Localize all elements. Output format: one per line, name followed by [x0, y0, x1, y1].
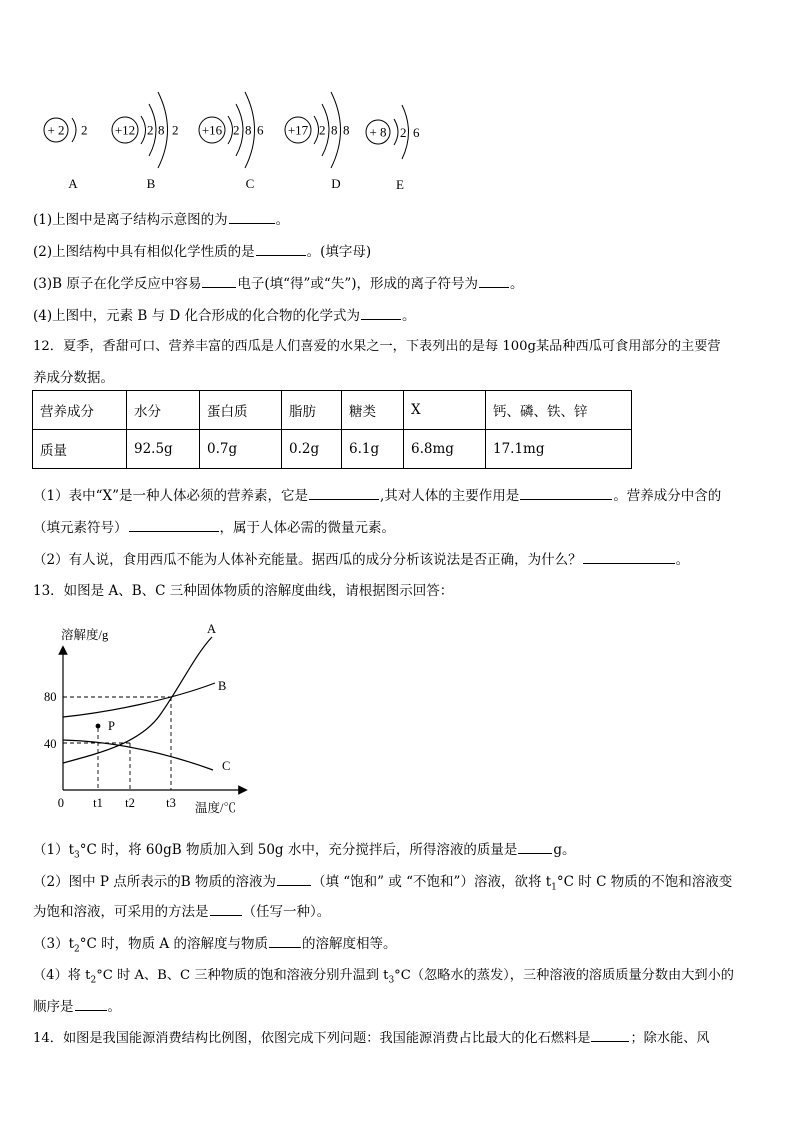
q13-item-4 — [33, 964, 734, 986]
point-p-marker — [96, 724, 101, 729]
q13-item-3 — [33, 932, 396, 955]
shell-electrons: 8 — [245, 122, 252, 138]
q13-item-2-text: （2）图中 P 点所表示的B 物质的溶液为 — [33, 874, 276, 890]
answer-blank[interactable] — [256, 254, 306, 256]
table-cell: 水分 — [127, 391, 200, 430]
x-axis-label: 温度/℃ — [195, 801, 236, 815]
answer-blank[interactable] — [269, 946, 301, 948]
q12-item-2-text: （2）有人说，食用西瓜不能为人体补充能量。据西瓜的成分分析该说法是否正确，为什么？ — [33, 552, 582, 568]
q13-item-1-text: （1）t — [33, 842, 75, 858]
q12-item-1-end: 。营养成分中含的 — [613, 488, 722, 504]
shell-electrons: 8 — [343, 122, 350, 138]
q11-item-3-mid: 电子(填“得”或“失”)，形成的离子符号为 — [237, 276, 478, 292]
x-tick-label: t1 — [93, 796, 103, 810]
q13-item-2-mid: （填 “饱和” 或 “不饱和”）溶液，欲将 t — [311, 874, 552, 890]
atom-diagram-c — [199, 92, 264, 191]
nucleus-charge: +12 — [114, 122, 136, 138]
curve-a — [63, 637, 212, 763]
nucleus-charge: + 8 — [369, 124, 387, 140]
subscript: 3 — [388, 975, 395, 986]
shell-electrons: 8 — [331, 122, 338, 138]
q11-item-4-end: 。 — [402, 308, 416, 324]
q11-item-4 — [33, 304, 416, 324]
subscript: 2 — [90, 975, 97, 986]
q13-item-2d-text: 为饱和溶液，可采用的方法是 — [33, 904, 209, 920]
q11-item-1-text: (1)上图中是离子结构示意图的为 — [33, 212, 228, 228]
answer-blank[interactable] — [591, 1040, 629, 1042]
q13-item-1-end: g。 — [553, 842, 576, 858]
q11-item-2 — [33, 240, 371, 260]
shell-electrons: 6 — [257, 122, 264, 138]
atom-diagram-a — [44, 118, 88, 191]
y-axis-label: 溶解度/g — [61, 628, 109, 642]
shell-electrons: 2 — [400, 125, 407, 140]
table-cell: 92.5g — [127, 430, 200, 469]
atom-diagram-d — [285, 92, 350, 191]
q14-text-end: ；除水能、风 — [630, 1031, 710, 1046]
curve-label-b: B — [218, 679, 227, 693]
solubility-chart — [30, 615, 260, 820]
q13-item-1-mid: °C 时，将 60gB 物质加入到 50g 水中，充分搅拌后，所得溶液的质量是 — [79, 842, 518, 858]
q12-item-1-mid: ,其对人体的主要作用是 — [380, 488, 520, 504]
atom-diagram-b — [112, 92, 179, 191]
q12-item-2 — [33, 548, 689, 568]
q12-intro-line-2: 养成分数据。 — [33, 370, 114, 386]
answer-blank[interactable] — [518, 852, 552, 854]
answer-blank[interactable] — [210, 914, 242, 916]
q12-item-1-text: （1）表中“X”是一种人体必须的营养素，它是 — [33, 488, 309, 504]
atom-label: A — [68, 176, 78, 191]
q11-item-2-text: (2)上图结构中具有相似化学性质的是 — [33, 244, 255, 260]
q12-intro-line-1: 12．夏季，香甜可口、营养丰富的西瓜是人们喜爱的水果之一，下表列出的是每 100g某品种西瓜可食用部分的主要营 — [33, 339, 721, 354]
table-cell: 6.8mg — [404, 430, 486, 469]
atom-label: C — [245, 176, 255, 191]
q12-item-1-cont — [33, 516, 395, 536]
q11-item-2-end: 。(填字母) — [306, 244, 372, 260]
table-cell: 0.7g — [200, 430, 282, 469]
table-cell: 糖类 — [342, 391, 404, 430]
q13-item-4-end: °C（忽略水的蒸发），三种溶液的溶质质量分数由大到小的 — [394, 968, 734, 983]
table-header-row — [33, 391, 632, 430]
q14-line-1 — [33, 1027, 710, 1046]
q13-item-4-text: （4）将 t — [33, 968, 91, 983]
shell-electrons: 2 — [147, 122, 154, 138]
q12-item-1d-text: （填元素符号） — [33, 520, 128, 536]
q13-item-3-mid: °C 时，物质 A 的溶解度与物质 — [79, 936, 268, 952]
atom-label: D — [331, 176, 341, 191]
shell-electrons: 2 — [319, 122, 326, 138]
x-tick-label: t3 — [166, 796, 176, 810]
guide-lines — [63, 697, 171, 790]
table-cell: 17.1mg — [486, 430, 632, 469]
y-tick-label: 40 — [44, 737, 57, 751]
curve-label-c: C — [222, 759, 231, 773]
q13-item-4-mid: °C 时 A、B、C 三种物质的饱和溶液分别升温到 t — [96, 968, 389, 983]
q13-item-2-cont — [33, 900, 330, 920]
origin-label: 0 — [57, 796, 64, 810]
shell-electrons: 6 — [413, 125, 420, 140]
q13-item-3-end: 的溶解度相等。 — [301, 936, 397, 952]
answer-blank[interactable] — [520, 498, 612, 500]
q11-item-4-text: (4)上图中，元素 B 与 D 化合形成的化合物的化学式为 — [33, 308, 361, 324]
answer-blank[interactable] — [129, 530, 219, 532]
answer-blank[interactable] — [583, 562, 675, 564]
q11-item-1 — [33, 208, 289, 228]
q13-item-2e-text: （任写一种）。 — [242, 904, 331, 920]
table-cell: 钙、磷、铁、锌 — [486, 391, 632, 430]
q13-item-3-text: （3）t — [33, 936, 75, 952]
answer-blank[interactable] — [75, 1009, 107, 1011]
table-cell: 蛋白质 — [200, 391, 282, 430]
atomic-structure-diagrams — [0, 0, 794, 200]
table-cell: 营养成分 — [33, 391, 127, 430]
q13-item-2 — [33, 870, 732, 893]
x-tick-label: t2 — [125, 796, 135, 810]
q12-item-2-end: 。 — [675, 552, 690, 568]
table-cell: 质量 — [33, 430, 127, 469]
curve-b — [63, 683, 215, 717]
nucleus-charge: +16 — [201, 122, 223, 138]
curve-c — [63, 740, 213, 770]
q12-item-1e-text: ，属于人体必需的微量元素。 — [219, 520, 395, 536]
subscript: 2 — [74, 944, 80, 955]
answer-blank[interactable] — [309, 498, 379, 500]
q12-item-1 — [33, 484, 721, 504]
q13-item-2-end: °C 时 C 物质的不饱和溶液变 — [556, 874, 733, 890]
q11-item-1-end: 。 — [275, 212, 290, 228]
q13-item-4e-text: 。 — [107, 999, 121, 1015]
shell-electrons: 2 — [172, 122, 179, 138]
shell-electrons: 8 — [158, 122, 165, 138]
q11-item-3-end: 。 — [509, 276, 524, 292]
atom-label: B — [146, 176, 156, 191]
q13-item-1 — [33, 838, 576, 861]
curve-label-a: A — [207, 622, 217, 636]
y-tick-label: 80 — [44, 690, 57, 704]
atom-label: E — [396, 177, 404, 192]
point-p-label: P — [108, 719, 115, 733]
answer-blank[interactable] — [479, 286, 509, 288]
shell-electrons: 2 — [81, 122, 88, 138]
q13-intro: 13．如图是 A、B、C 三种固体物质的溶解度曲线，请根据图示回答： — [33, 583, 454, 599]
nutrition-table — [32, 390, 632, 469]
nucleus-charge: + 2 — [47, 122, 65, 138]
shell-electrons: 2 — [233, 122, 240, 138]
subscript: 1 — [551, 882, 557, 893]
nucleus-charge: +17 — [287, 122, 309, 138]
q11-item-3-text: (3)B 原子在化学反应中容易 — [33, 276, 202, 292]
subscript: 3 — [74, 850, 80, 861]
q13-item-4-cont — [33, 995, 121, 1015]
table-row — [33, 430, 632, 469]
answer-blank[interactable] — [361, 318, 401, 320]
table-cell: 6.1g — [342, 430, 404, 469]
table-cell: 脂肪 — [282, 391, 342, 430]
q11-item-3 — [33, 272, 523, 292]
atom-diagram-e — [366, 105, 420, 192]
answer-blank[interactable] — [229, 222, 275, 224]
q13-item-4d-text: 顺序是 — [33, 999, 74, 1015]
answer-blank[interactable] — [277, 884, 311, 886]
table-cell: X — [404, 391, 486, 430]
table-cell: 0.2g — [282, 430, 342, 469]
answer-blank[interactable] — [202, 286, 236, 288]
q14-text: 14．如图是我国能源消费结构比例图，依图完成下列问题：我国能源消费占比最大的化石燃料是 — [33, 1031, 591, 1046]
